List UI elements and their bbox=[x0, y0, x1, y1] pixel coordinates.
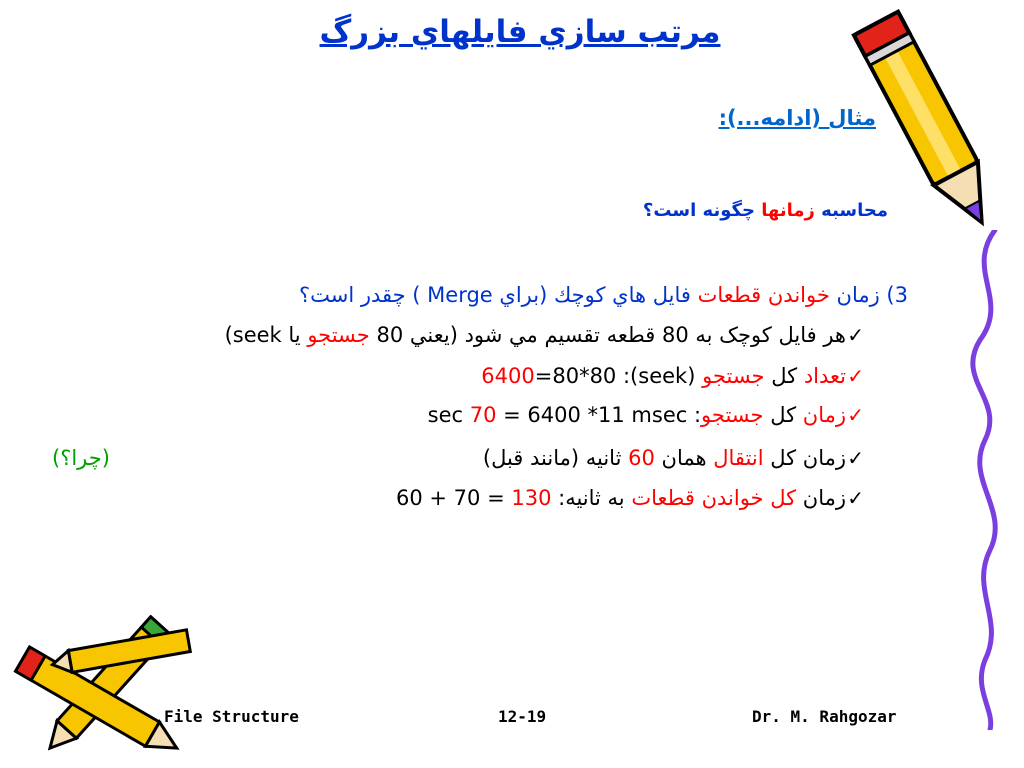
check-icon: ✓ bbox=[847, 403, 864, 427]
check-icon: ✓ bbox=[847, 323, 864, 347]
bullet-3-t2: كل bbox=[763, 403, 803, 427]
check-icon: ✓ bbox=[847, 486, 864, 510]
bullet-3-t6: = 6400 *11 msec bbox=[496, 403, 688, 427]
check-icon: ✓ bbox=[847, 364, 864, 388]
item-3-line bbox=[299, 283, 908, 307]
footer-course: File Structure bbox=[164, 707, 299, 726]
footer-author: Dr. M. Rahgozar bbox=[752, 707, 897, 726]
bullet-4-t2: انتقال bbox=[713, 446, 764, 470]
bullet-2-t6: =80*80 bbox=[534, 364, 617, 388]
question-part1: محاسبه bbox=[814, 200, 888, 221]
question-part2: زمانها bbox=[761, 200, 815, 221]
bullet-4-t3: همان bbox=[654, 446, 714, 470]
bullet-3 bbox=[428, 403, 846, 427]
bullet-2 bbox=[481, 364, 846, 388]
bullet-4 bbox=[483, 446, 846, 470]
bullet-5-t4: 130 bbox=[511, 486, 552, 510]
bullet-1-t1: هر فايل كوچک به 80 قطعه تقسيم مي شود (يعني 80 bbox=[369, 323, 846, 347]
bullet-3-t4: : sec bbox=[427, 403, 702, 427]
item-3-w3: فايل هاي كوچك (براي bbox=[492, 283, 698, 307]
bullet-1-t3: يا bbox=[281, 323, 308, 347]
bullet-5 bbox=[396, 486, 846, 510]
bullet-3-t3: جستجو bbox=[701, 403, 764, 427]
footer-slide-number: 12-19 bbox=[498, 707, 547, 726]
slide-title: مرتب سازي فايلهاي بزرگ bbox=[319, 14, 721, 50]
pencil-clipart-top-right bbox=[850, 0, 1010, 250]
bullet-3-t5: 70 bbox=[469, 403, 497, 427]
item-3-number: 3) bbox=[886, 283, 908, 307]
bullet-2-t2: كل bbox=[764, 364, 804, 388]
purple-squiggle-decoration bbox=[955, 230, 1015, 730]
bullet-1 bbox=[225, 323, 846, 347]
question-part3: چگونه است؟ bbox=[642, 200, 762, 221]
pencils-clipart-bottom-left bbox=[0, 615, 210, 765]
item-3-w5: ) چقدر است؟ bbox=[298, 283, 428, 307]
bullet-2-t1: تعداد bbox=[803, 364, 846, 388]
bullet-5-t3: به ثانيه: bbox=[551, 486, 632, 510]
item-3-w1: زمان bbox=[829, 283, 880, 307]
bullet-1-t2: جستجو bbox=[307, 323, 370, 347]
bullet-4-t4: 60 bbox=[628, 446, 655, 470]
bullet-2-t5: 6400 bbox=[481, 364, 535, 388]
bullet-2-t4: (seek): bbox=[616, 364, 703, 388]
bullet-1-t4: seek bbox=[232, 323, 282, 347]
example-subtitle: مثال (ادامه...): bbox=[718, 106, 876, 130]
bullet-4-t5: ثانيه (مانند قبل) bbox=[482, 446, 629, 470]
item-3-w2: خواندن قطعات bbox=[697, 283, 830, 307]
bullet-5-t1: زمان bbox=[796, 486, 846, 510]
bullet-5-t2: كل خواندن قطعات bbox=[631, 486, 797, 510]
bullet-1-t5: ) bbox=[224, 323, 233, 347]
bullet-4-t1: زمان كل bbox=[763, 446, 846, 470]
item-3-merge: Merge bbox=[427, 283, 493, 307]
bullet-2-t3: جستجو bbox=[702, 364, 765, 388]
why-note: (چرا؟) bbox=[52, 446, 110, 470]
bullet-5-t5: = 70 + 60 bbox=[395, 486, 512, 510]
bullet-3-t1: زمان bbox=[802, 403, 846, 427]
check-icon: ✓ bbox=[847, 446, 864, 470]
